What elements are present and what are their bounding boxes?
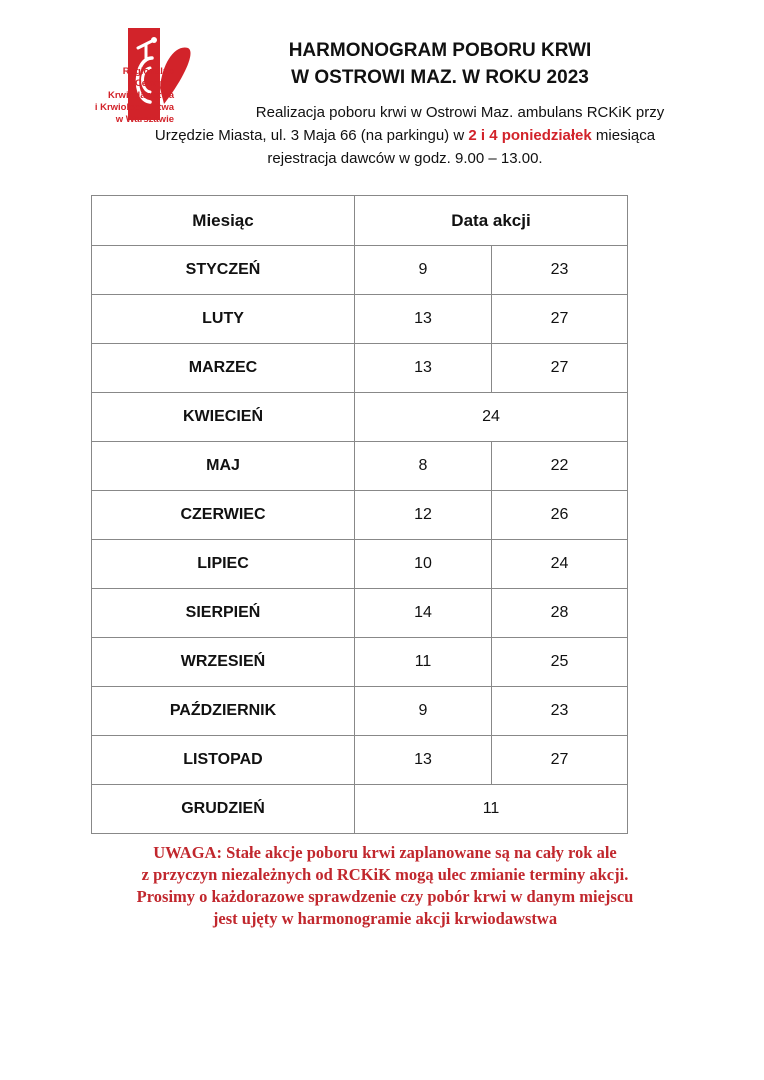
header-month: Miesiąc (92, 196, 355, 246)
table-header-row (92, 196, 628, 246)
date-cell: 28 (492, 589, 628, 638)
date-cell: 25 (492, 638, 628, 687)
logo-line: Krwiodawstwa (108, 90, 174, 101)
date-cell: 11 (355, 638, 492, 687)
warning-line-4: jest ujęty w harmonogramie akcji krwiodawstwa (212, 909, 558, 928)
warning-line-3: Prosimy o każdorazowe sprawdzenie czy pobór krwi w danym miejscu (136, 887, 634, 906)
date-cell: 8 (355, 442, 492, 491)
date-cell: 13 (355, 295, 492, 344)
intro-line-3: rejestracja dawców w godz. 9.00 – 13.00. (267, 150, 543, 167)
warning-note (60, 842, 710, 930)
schedule-table (91, 195, 628, 834)
month-cell: STYCZEŃ (92, 246, 355, 295)
table-row (92, 785, 628, 834)
table-row (92, 638, 628, 687)
table-row (92, 442, 628, 491)
title-line-2: W OSTROWI MAZ. W ROKU 2023 (291, 67, 589, 88)
warning-line-2: z przyczyn niezależnych od RCKiK mogą ulec zmianie terminy akcji. (141, 865, 629, 884)
intro-line-2 (60, 124, 750, 147)
intro-line-1: Realizacja poboru krwi w Ostrowi Maz. ambulans RCKiK przy (255, 104, 665, 121)
date-cell: 23 (492, 687, 628, 736)
table-row (92, 491, 628, 540)
month-cell: LISTOPAD (92, 736, 355, 785)
table-row (92, 540, 628, 589)
logo-line: Centrum (134, 78, 174, 89)
logo-line: Regionalne (122, 66, 174, 77)
header-dates: Data akcji (355, 196, 628, 246)
date-cell: 27 (492, 736, 628, 785)
date-cell: 12 (355, 491, 492, 540)
month-cell: WRZESIEŃ (92, 638, 355, 687)
date-cell: 9 (355, 246, 492, 295)
table-row (92, 295, 628, 344)
logo-line: w Warszawie (115, 114, 174, 125)
month-cell: LUTY (92, 295, 355, 344)
table-row (92, 393, 628, 442)
date-cell: 27 (492, 344, 628, 393)
date-cell: 9 (355, 687, 492, 736)
date-cell: 23 (492, 246, 628, 295)
warning-line-1: UWAGA: Stałe akcje poboru krwi zaplanowane są na cały rok ale (153, 843, 617, 862)
intro-text (60, 101, 750, 170)
month-cell: MAJ (92, 442, 355, 491)
date-cell: 13 (355, 344, 492, 393)
month-cell: KWIECIEŃ (92, 393, 355, 442)
intro-line-2-end: miesiąca (591, 127, 656, 144)
date-cell: 10 (355, 540, 492, 589)
table-row (92, 246, 628, 295)
table-row (92, 589, 628, 638)
month-cell: SIERPIEŃ (92, 589, 355, 638)
month-cell: GRUDZIEŃ (92, 785, 355, 834)
intro-line-2-start: Urzędzie Miasta, ul. 3 Maja 66 (na parkingu) w (154, 127, 469, 144)
table-row (92, 736, 628, 785)
month-cell: CZERWIEC (92, 491, 355, 540)
intro-highlight: 2 i 4 poniedziałek (468, 127, 592, 144)
date-cell: 26 (492, 491, 628, 540)
logo-line: i Krwiolecznictwa (94, 102, 174, 113)
page-title (200, 37, 680, 91)
month-cell: PAŹDZIERNIK (92, 687, 355, 736)
month-cell: MARZEC (92, 344, 355, 393)
table-row (92, 687, 628, 736)
date-cell: 14 (355, 589, 492, 638)
title-line-1: HARMONOGRAM POBORU KRWI (288, 40, 592, 61)
date-cell: 24 (492, 540, 628, 589)
table-row (92, 344, 628, 393)
date-cell: 24 (355, 393, 628, 442)
date-cell: 13 (355, 736, 492, 785)
month-cell: LIPIEC (92, 540, 355, 589)
date-cell: 27 (492, 295, 628, 344)
date-cell: 22 (492, 442, 628, 491)
date-cell: 11 (355, 785, 628, 834)
